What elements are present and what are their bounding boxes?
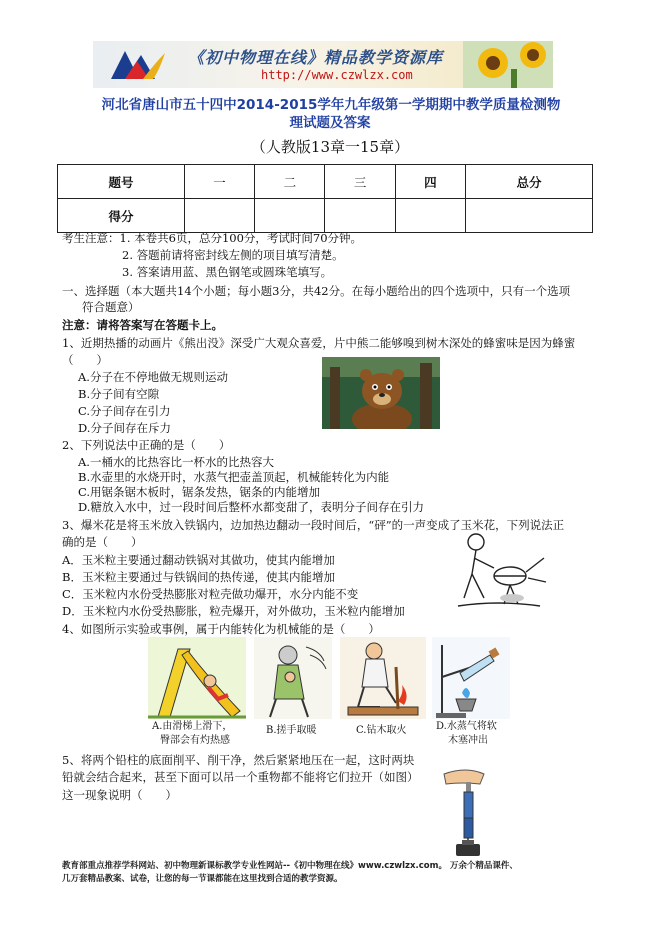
page-footer: [62, 860, 602, 886]
score-cell: [466, 199, 593, 233]
section1-heading-cont: 符合题意）: [82, 300, 140, 314]
q5-stem-line3: 这一现象说明（ ）: [62, 788, 177, 802]
q4-caption-d-line1: D.水蒸气将软: [436, 721, 497, 732]
q1-option-d: D.分子间存在斥力: [78, 421, 171, 435]
q3-option-b: B．玉米粒主要通过与铁锅间的热传递，使其内能增加: [62, 570, 335, 584]
q1-option-a: A.分子在不停地做无规则运动: [78, 370, 228, 384]
header-banner: [93, 41, 553, 88]
exam-title-line1: 河北省唐山市五十四中2014-2015学年九年级第一学期期中教学质量检测物: [101, 97, 561, 113]
banner-url: http://www.czwlzx.com: [261, 68, 413, 82]
q3-option-d: D．玉米粒内水份受热膨胀，粒壳爆开，对外做功，玉米粒内能增加: [62, 604, 405, 618]
score-cell: [325, 199, 395, 233]
score-header-cell: 二: [255, 165, 325, 199]
score-cell: [184, 199, 254, 233]
exam-note-3: 3. 答案请用蓝、黑色钢笔或圆珠笔填写。: [122, 265, 333, 279]
q3-option-c: C．玉米粒内水份受热膨胀对粒壳做功爆开，水分内能不变: [62, 587, 359, 601]
q1-option-c: C.分子间存在引力: [78, 404, 171, 418]
cartoon-bear-image: [322, 357, 440, 429]
exam-title-line2: 理试题及答案: [289, 115, 371, 131]
score-table-header-row: [58, 165, 593, 199]
popcorn-vendor-image: [448, 528, 548, 610]
footer-line2: 几万套精品教案、试卷，让您的每一节课都能在这里找到合适的教学资源。: [62, 874, 343, 884]
q4-caption-b: B.搓手取暖: [266, 725, 317, 736]
score-header-cell: 题号: [58, 165, 185, 199]
site-logo-icon: [103, 43, 173, 87]
q2-option-d: D.糖放入水中，过一段时间后整杯水都变甜了，表明分子间存在引力: [78, 500, 424, 514]
drilling-wood-fire-figure-image: [340, 637, 426, 719]
q4-stem: 4、如图所示实验或事例，属于内能转化为机械能的是（ ）: [62, 622, 380, 636]
score-header-cell: 一: [184, 165, 254, 199]
q5-stem-line2: 铅就会结合起来，甚至下面可以吊一个重物都不能将它们拉开（如图）: [62, 770, 419, 784]
exam-note-1: 考生注意：1. 本卷共6页，总分100分，考试时间70分钟。: [62, 231, 363, 245]
q4-caption-d-line2: 木塞冲出: [448, 735, 488, 746]
q3-option-a: A．玉米粒主要通过翻动铁锅对其做功，使其内能增加: [62, 553, 335, 567]
score-header-cell: 四: [395, 165, 465, 199]
q2-option-b: B.水壶里的水烧开时，水蒸气把壶盖顶起，机械能转化为内能: [78, 470, 390, 484]
q1-stem: 1、近期热播的动画片《熊出没》深受广大观众喜爱，片中熊二能够嗅到树木深处的蜂蜜味是因为蜂蜜: [62, 336, 576, 350]
q1-option-b: B.分子间有空隙: [78, 387, 160, 401]
sunflower-icon: [463, 41, 553, 88]
q4-caption-c: C.钻木取火: [356, 725, 407, 736]
score-table-score-row: [58, 199, 593, 233]
score-header-cell: 总分: [466, 165, 593, 199]
lead-cylinders-image: [440, 764, 520, 860]
steam-cork-figure-image: [432, 637, 510, 719]
q4-caption-a-line1: A.由滑梯上滑下，: [152, 721, 233, 732]
score-table: [57, 164, 593, 233]
q2-option-c: C.用锯条锯木板时，锯条发热，锯条的内能增加: [78, 485, 321, 499]
q1-stem-cont: （ ）: [62, 353, 108, 367]
exam-subtitle: （人教版13章一15章）: [250, 138, 410, 156]
q3-stem-cont: 确的是（ ）: [62, 535, 143, 549]
q4-caption-a-line2: 臀部会有灼热感: [160, 735, 230, 746]
score-row-label: 得分: [58, 199, 185, 233]
q5-stem-line1: 5、将两个铅柱的底面削平、削干净，然后紧紧地压在一起，这时两块: [62, 753, 415, 767]
section1-heading: 一、选择题（本大题共14个小题；每小题3分，共42分。在每小题给出的四个选项中，只有一个选项: [62, 284, 571, 298]
q2-stem: 2、下列说法中正确的是（ ）: [62, 438, 231, 452]
rubbing-hands-figure-image: [254, 637, 332, 719]
slide-figure-image: [148, 637, 246, 719]
answer-note: 注意：请将答案写在答题卡上。: [62, 318, 223, 332]
q2-option-a: A.一桶水的比热容比一杯水的比热容大: [78, 455, 274, 469]
banner-title: 《初中物理在线》精品教学资源库: [188, 48, 444, 67]
score-cell: [395, 199, 465, 233]
score-cell: [255, 199, 325, 233]
score-header-cell: 三: [325, 165, 395, 199]
footer-line1: 教育部重点推荐学科网站、初中物理新课标教学专业性网站--《初中物理在线》www.czwlzx.com。 万余个精品课件、: [62, 861, 518, 871]
exam-note-2: 2. 答题前请将密封线左侧的项目填写清楚。: [122, 248, 344, 262]
q3-stem: 3、爆米花是将玉米放入铁锅内，边加热边翻动一段时间后，“砰”的一声变成了玉米花，下列说法正: [62, 518, 565, 532]
